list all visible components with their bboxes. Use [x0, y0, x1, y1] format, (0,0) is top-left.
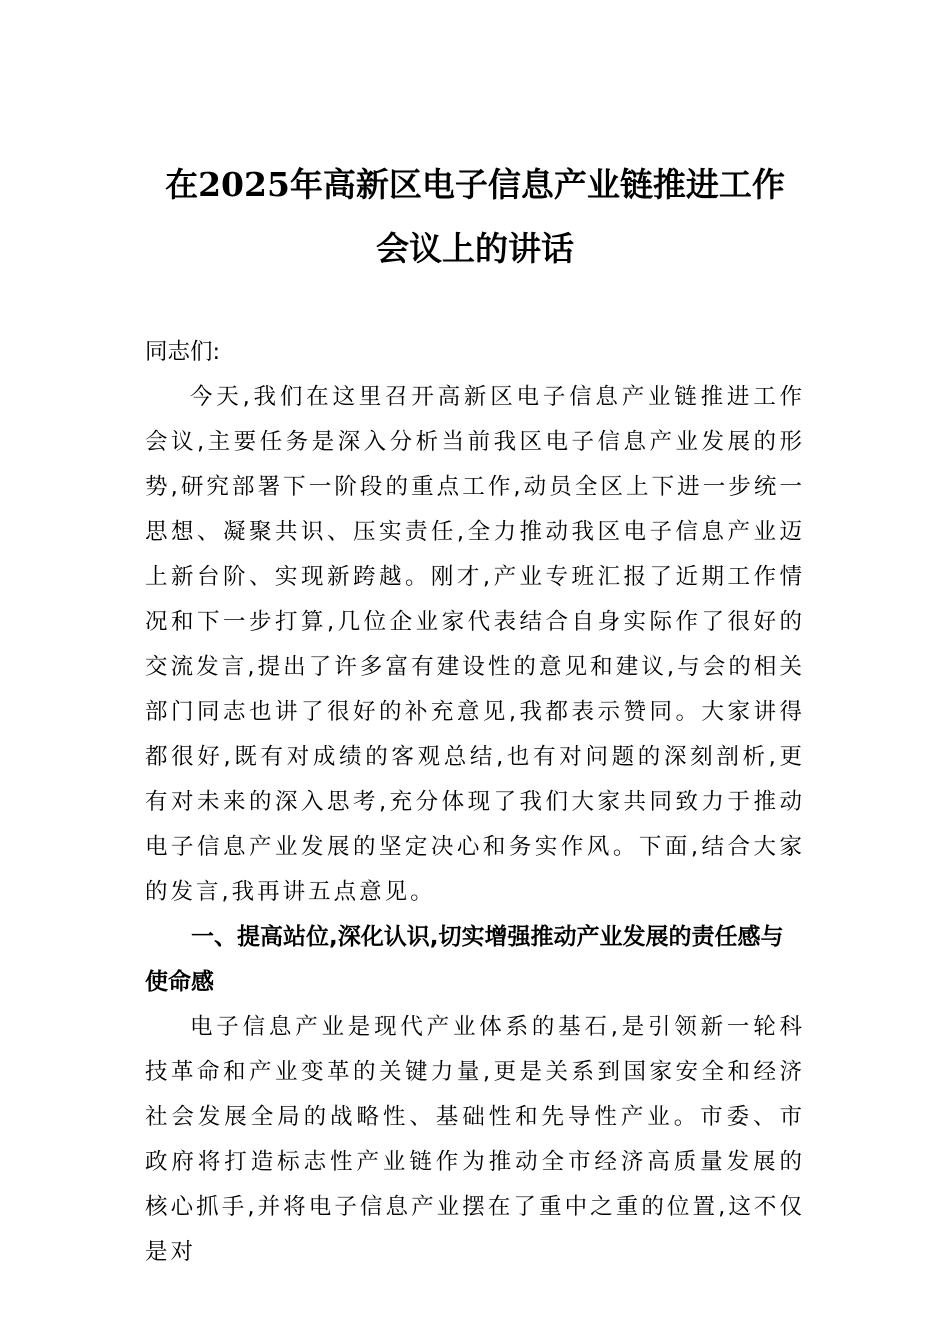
paragraph-section-1: 电子信息产业是现代产业体系的基石,是引领新一轮科技革命和产业变革的关键力量,更是关系到国家安全和经济社会发展全局的战略性、基础性和先导性产业。市委、市政府将打造标志性产业链作为推动全市经济高质量发展的核心抓手,并将电子信息产业摆在了重中之重的位置,这不仅是对 — [145, 1014, 805, 1265]
document-title-line-1: 在2025年高新区电子信息产业链推进工作 — [165, 165, 785, 204]
section-heading-1: 一、提高站位,深化认识,切实增强推动产业发展的责任感与使命感 — [145, 924, 784, 995]
document-body — [145, 330, 805, 1275]
paragraph-intro: 今天,我们在这里召开高新区电子信息产业链推进工作会议,主要任务是深入分析当前我区电子信息产业发展的形势,研究部署下一阶段的重点工作,动员全区上下进一步统一思想、凝聚共识、压实责任,全力推动我区电子信息产业迈上新台阶、实现新跨越。刚才,产业专班汇报了近期工作情况和下一步打算,几位企业家代表结合自身实际作了很好的交流发言,提出了许多富有建设性的意见和建议,与会的相关部门同志也讲了很好的补充意见,我都表示赞同。大家讲得都很好,既有对成绩的客观总结,也有对问题的深刻剖析,更有对未来的深入思考,充分体现了我们大家共同致力于推动电子信息产业发展的坚定决心和务实作风。下面,结合大家的发言,我再讲五点意见。 — [145, 384, 805, 905]
salutation: 同志们: — [145, 339, 221, 365]
document-title-line-2: 会议上的讲话 — [376, 229, 574, 268]
